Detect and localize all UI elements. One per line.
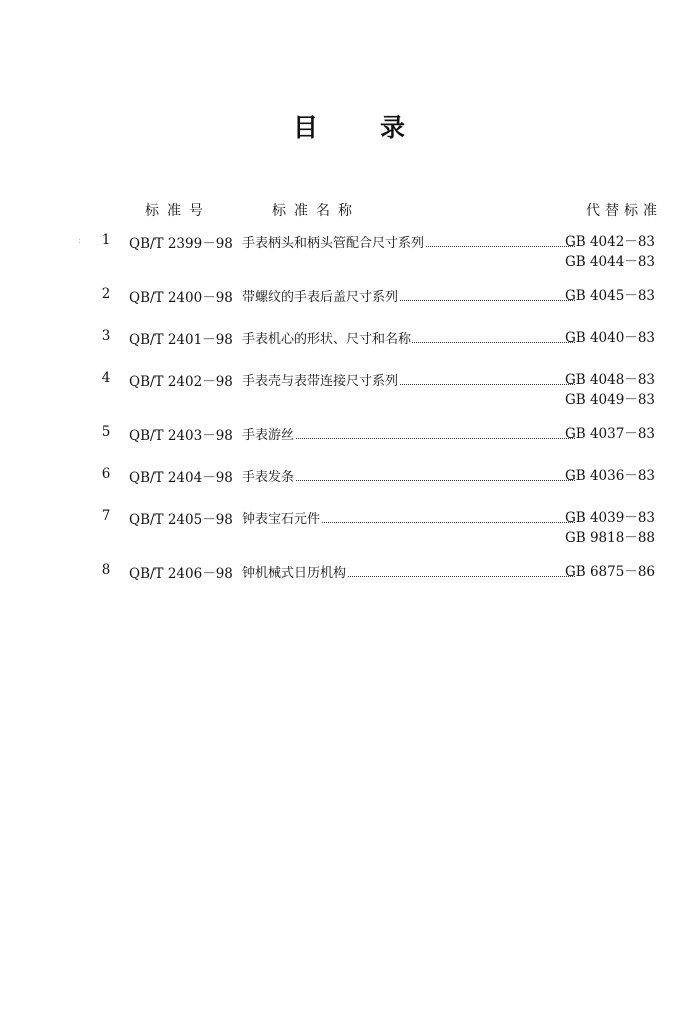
entry-replaced-standards	[565, 508, 655, 548]
entry-standard-number: QB/T 2401－98	[129, 332, 233, 348]
entry-index: 2	[101, 286, 111, 302]
entry-standard-name: 钟表宝石元件	[242, 512, 321, 527]
entry-standard-number: QB/T 2404－98	[129, 470, 233, 486]
entry-index: 1	[101, 232, 111, 248]
header-standard-name: 标准名称	[272, 203, 360, 219]
entry-replaced-standards	[565, 286, 655, 306]
entry-name-leader	[242, 328, 575, 348]
header-standard-number: 标准号	[145, 203, 211, 219]
entry-standard-number: QB/T 2400－98	[129, 290, 233, 306]
replaced-standard: GB 4039－83	[564, 510, 655, 526]
entry-index: 8	[101, 562, 111, 578]
entry-name-leader	[242, 286, 575, 306]
replaced-standard: GB 4037－83	[564, 426, 655, 442]
entry-standard-name: 钟机械式日历机构	[242, 566, 347, 581]
replaced-standard: GB 4045－83	[564, 288, 655, 304]
entry-name-leader	[242, 370, 575, 390]
entry-standard-number: QB/T 2403－98	[129, 428, 233, 444]
entry-standard-name: 手表发条	[242, 470, 295, 485]
replaced-standard: GB 4040－83	[564, 330, 655, 346]
entry-standard-number: QB/T 2402－98	[129, 374, 233, 390]
entry-replaced-standards	[565, 328, 655, 348]
entry-standard-number: QB/T 2406－98	[129, 566, 233, 582]
header-replaced-standard: 代替标准	[586, 203, 662, 219]
entry-replaced-standards	[565, 424, 655, 444]
entry-standard-name: 带螺纹的手表后盖尺寸系列	[242, 290, 399, 305]
entry-standard-number: QB/T 2405－98	[129, 512, 233, 528]
entry-standard-name: 手表柄头和柄头管配合尺寸系列	[242, 236, 425, 251]
entry-standard-name: 手表机心的形状、尺寸和名称	[242, 332, 412, 347]
title-char-left: 目	[292, 113, 318, 142]
entry-name-leader	[242, 466, 575, 486]
entry-index: 5	[101, 424, 111, 440]
entry-index: 3	[101, 328, 111, 344]
entry-replaced-standards	[565, 232, 655, 272]
replaced-standard: GB 4049－83	[564, 392, 655, 408]
replaced-standard: GB 4044－83	[564, 254, 655, 270]
entry-index: 4	[101, 370, 111, 386]
replaced-standard: GB 4042－83	[564, 234, 655, 250]
entry-name-leader	[242, 508, 575, 528]
replaced-standard: GB 4048－83	[564, 372, 655, 388]
title-char-right: 录	[380, 113, 406, 142]
page-title	[0, 108, 698, 144]
entry-name-leader	[242, 424, 575, 444]
entry-index: 6	[101, 466, 111, 482]
scan-speck: :	[78, 236, 82, 246]
entry-standard-name: 手表壳与表带连接尺寸系列	[242, 374, 399, 389]
entry-replaced-standards	[565, 466, 655, 486]
replaced-standard: GB 6875－86	[564, 564, 655, 580]
entry-replaced-standards	[565, 562, 655, 582]
replaced-standard: GB 9818－88	[564, 530, 655, 546]
replaced-standard: GB 4036－83	[564, 468, 655, 484]
entry-standard-name: 手表游丝	[242, 428, 295, 443]
entry-standard-number: QB/T 2399－98	[129, 236, 233, 252]
entry-replaced-standards	[565, 370, 655, 410]
entry-name-leader	[242, 232, 575, 252]
entry-name-leader	[242, 562, 575, 582]
column-header	[0, 200, 698, 220]
entry-index: 7	[101, 508, 111, 524]
